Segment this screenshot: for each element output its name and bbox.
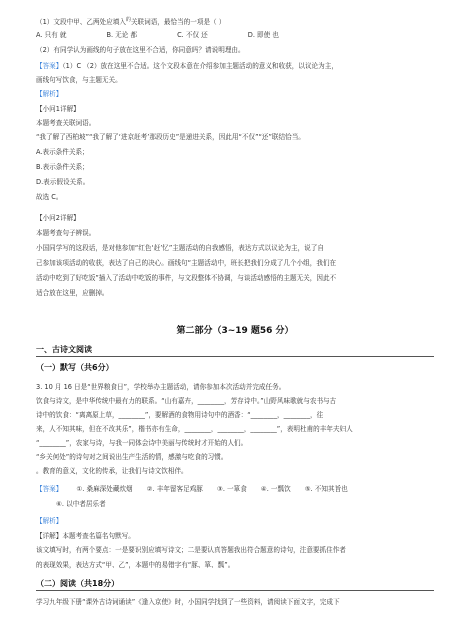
q1-option-b: B. 无论 都 [106, 31, 138, 39]
sub1-tag: 【小问1详解】 [36, 105, 80, 113]
q1-option-a: A. 只有 就 [36, 31, 67, 39]
q3-answer-tag: 【答案】 [36, 485, 63, 493]
section2-heading: （二）阅读（共18分） [36, 579, 120, 588]
q3-detail-line-2: 该文填写时，有两个要点：一是要识别应填写诗文；二是要认真答题我出符合题意的诗句，注意要抓住作者 [36, 546, 346, 554]
q3-line-1: 3. 10 月 16 日是“世界粮食日”，学校举办主题活动，请你参加本次活动并完成任务。 [36, 383, 286, 391]
q3-answer-3: ③. 一箪食 [216, 485, 247, 493]
q3-line-6: “乡关何处”的诗句对之间说出生产生活的情，感激与吃食的习惯。 [36, 453, 228, 461]
sub2-tag: 【小问2详解】 [36, 214, 80, 222]
sub2-para-line-4: 适合放在这里，应删掉。 [36, 289, 109, 297]
q3-answer-line [36, 485, 436, 494]
q1-stem-superscript: 的 [125, 17, 131, 23]
sub1-conclusion: 故选 C。 [36, 193, 63, 201]
q3-detail-line-3: 的表现效果，表达方式“甲、乙”，本题中的易错字有“豚、箪、瓢”。 [36, 561, 235, 569]
q3-answer-5: ⑤. 不知其旨也 [304, 485, 348, 493]
sub2-para-line-2: 己参加该项活动的收获，表达了自己的决心。画线句“主题活动中，班长把我们分成了几个小组，我们在 [36, 259, 337, 267]
q1-stem: （1）文段中甲、乙两处应填入$^的$关联词语，最恰当的一项是（ ） [36, 17, 226, 27]
section2-rule [36, 590, 434, 591]
section1-subheading: （一）默写（共6分） [36, 363, 114, 372]
answer-line-2: 画线句写饮食，与主题无关。 [36, 76, 122, 84]
sub1-item-b: B.表示条件关系； [36, 163, 89, 171]
q1-option-d: D. 即使 也 [247, 31, 279, 39]
q3-answer-1: ①. 桑麻深处藏炊烟 [76, 485, 133, 493]
q2-stem: （2）有同学认为画线的句子放在这里不合适，你同意吗？请说明理由。 [36, 46, 245, 54]
q3-line-4: 来，人不知其味，但在不改其乐”，楷书亦有生命，________，________，________”，表明杜甫的丰年夫妇人 [36, 425, 353, 433]
q3-answer-4: ④. 一瓢饮 [260, 485, 291, 493]
analysis-tag: 【解析】 [36, 90, 63, 98]
q1-options [36, 31, 436, 40]
sub1-line-1: 本题考查关联词语。 [36, 119, 96, 127]
q3-line-3: 诗中的饮食：“离离原上草，________”，要解酒的食物用诗句中的酒香：“________，________，往 [36, 411, 324, 419]
sub1-item-d: D.表示假设关系。 [36, 178, 90, 186]
section1-heading: 一、古诗文阅读 [36, 345, 92, 354]
sub1-item-a: A.表示条件关系； [36, 148, 89, 156]
q1-option-c: C. 不仅 还 [177, 31, 208, 39]
sub2-para-line-1: 小国同学写的这段话，是对他参加“红色‘赶’忆”主题活动的自我感悟，表达方式以议论为主，说了自 [36, 244, 324, 252]
q3-answer-6: ⑥. 以中者居乐者 [56, 500, 106, 508]
section1-rule [36, 356, 434, 357]
sub2-line-1: 本题考查句子辨误。 [36, 229, 96, 237]
q3-line-7: 。教育的意义，文化的传承，让我们与诗文饮相伴。 [36, 467, 188, 475]
sub2-para-line-3: 活动中吃到了好吃饭”插入了活动中吃饭的事件，与文段整体不协调，与谈活动感悟的主题无关，因此不 [36, 274, 337, 282]
q3-analysis-tag: 【解析】 [36, 517, 63, 525]
q3-answer-2: ②. 丰年留客足鸡豚 [146, 485, 203, 493]
q3-detail-line-1: 【详解】本题考查名篇名句默写。 [36, 532, 135, 540]
answer-tag: 【答案】 [36, 62, 63, 70]
answer-line-1: 【答案】（1）C （2）放在这里不合适。这个文段本意在介绍参加主题活动的意义和收获，以议论为主， [36, 62, 338, 70]
sub1-line-2: “我了解了西柏坡”“我了解了‘进京赶考’那段历史”是递进关系，因此用“不仅”“还”联结恰当。 [36, 133, 305, 141]
q3-line-5: “________”，农家与诗，与我一同体会诗中美丽与传统时才开始的人们。 [36, 439, 248, 447]
q3-line-2: 饮食与诗文，是中华传统中最有力的联系。“山有嘉卉，________，芳存诗中。”山野风味歌就与农书与古 [36, 397, 337, 405]
last-line: 学习九年级下册“课外古诗词诵读”《逢入京使》时，小国同学找到了一些资料，请阅读下面文字，完成下 [36, 598, 340, 606]
part2-title: 第二部分（3~19 题56 分） [176, 326, 294, 336]
